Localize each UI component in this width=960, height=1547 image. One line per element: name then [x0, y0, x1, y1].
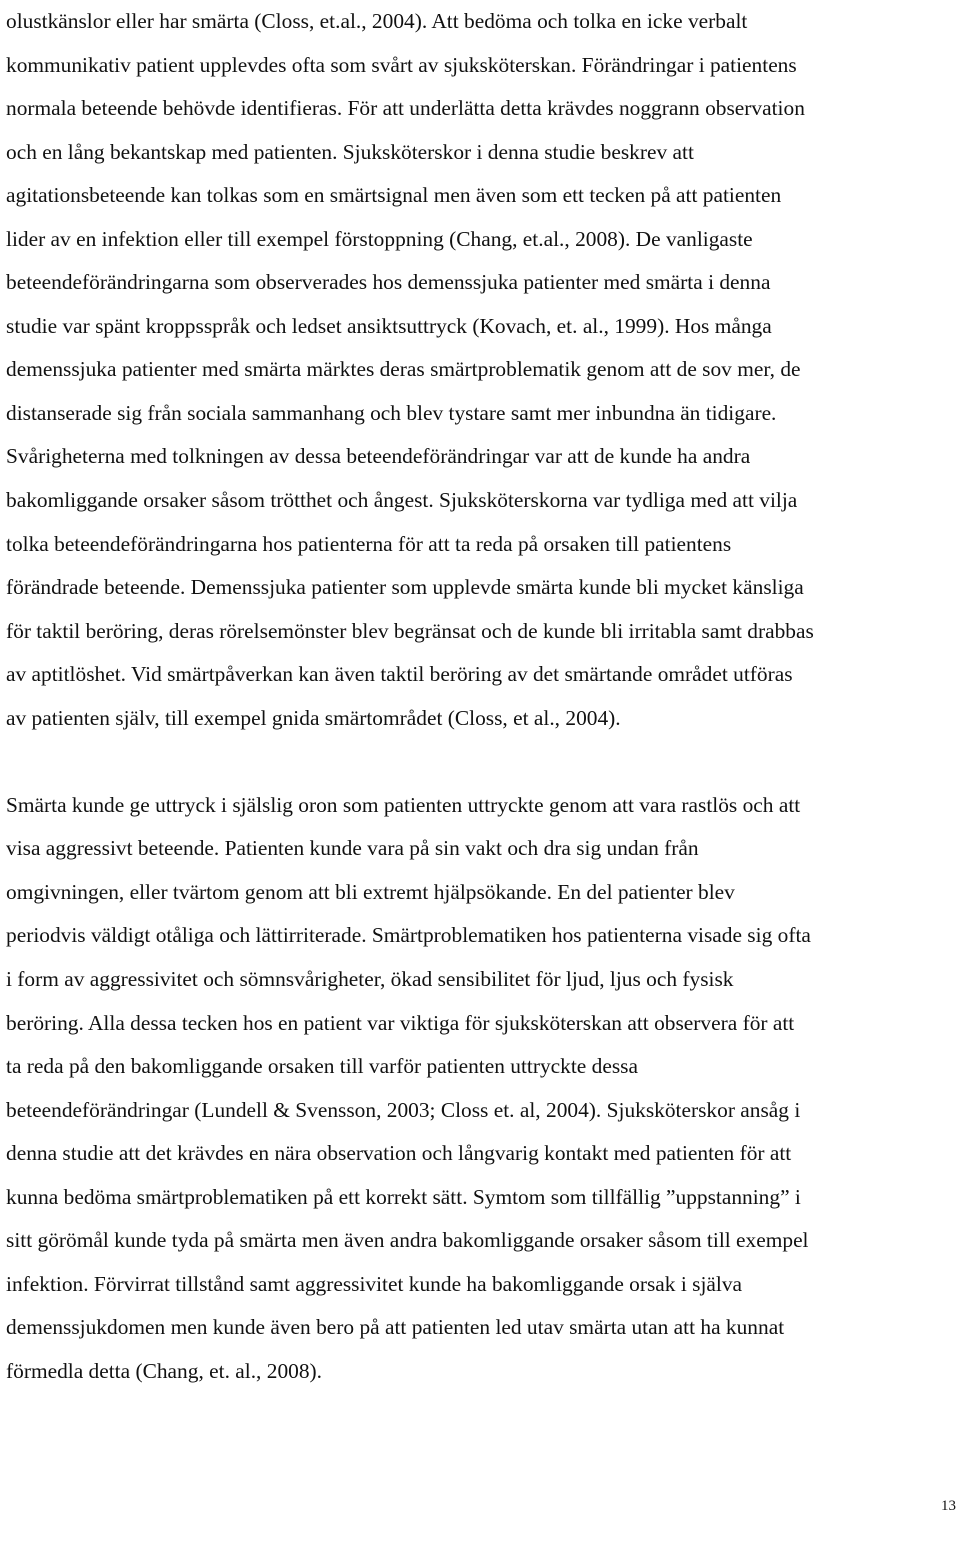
text-line: bakomliggande orsaker såsom trötthet och ångest. Sjuksköterskorna var tydliga med att vilja	[6, 488, 798, 513]
text-line: förmedla detta (Chang, et. al., 2008).	[6, 1358, 323, 1383]
text-line: kunna bedöma smärtproblematiken på ett korrekt sätt. Symtom som tillfällig ”uppstanning” i	[6, 1184, 801, 1209]
text-line: visa aggressivt beteende. Patienten kunde vara på sin vakt och dra sig undan från	[6, 836, 699, 861]
page-number: 13	[941, 1498, 956, 1514]
text-line: och en lång bekantskap med patienten. Sjuksköterskor i denna studie beskrev att	[6, 139, 694, 164]
text-line: för taktil beröring, deras rörelsemönster blev begränsat och de kunde bli irritabla samt drabbas	[6, 618, 814, 643]
text-line: omgivningen, eller tvärtom genom att bli extremt hjälpsökande. En del patienter blev	[6, 879, 735, 904]
text-line: demenssjuka patienter med smärta märktes deras smärtproblematik genom att de sov mer, de	[6, 357, 801, 382]
text-line: tolka beteendeförändringarna hos patienterna för att ta reda på orsaken till patientens	[6, 531, 732, 556]
text-line: demenssjukdomen men kunde även bero på att patienten led utav smärta utan att ha kunnat	[6, 1315, 785, 1340]
text-line: Smärta kunde ge uttryck i själslig oron som patienten uttryckte genom att vara rastlös och att	[6, 792, 801, 817]
text-line: förändrade beteende. Demenssjuka patienter som upplevde smärta kunde bli mycket känsliga	[6, 575, 804, 600]
text-line: distanserade sig från sociala sammanhang och blev tystare samt mer inbundna än tidigare.	[6, 400, 777, 425]
text-line: infektion. Förvirrat tillstånd samt aggressivitet kunde ha bakomliggande orsak i själva	[6, 1271, 743, 1296]
text-line: lider av en infektion eller till exempel förstoppning (Chang, et.al., 2008). De vanligaste	[6, 226, 753, 251]
text-line: kommunikativ patient upplevdes ofta som svårt av sjuksköterskan. Förändringar i patientens	[6, 52, 797, 77]
text-line: agitationsbeteende kan tolkas som en smärtsignal men även som ett tecken på att patienten	[6, 183, 782, 208]
text-line: olustkänslor eller har smärta (Closs, et.al., 2004). Att bedöma och tolka en icke verbalt	[6, 9, 748, 33]
text-line: beteendeförändringar (Lundell & Svensson, 2003; Closs et. al, 2004). Sjuksköterskor ansåg i	[6, 1097, 801, 1122]
text-line: beteendeförändringarna som observerades hos demenssjuka patienter med smärta i denna	[6, 270, 771, 295]
text-line: denna studie att det krävdes en nära observation och långvarig kontakt med patienten för att	[6, 1141, 792, 1166]
text-line: beröring. Alla dessa tecken hos en patient var viktiga för sjuksköterskan att observera för att	[6, 1010, 795, 1035]
text-line: periodvis väldigt otåliga och lättirriterade. Smärtproblematiken hos patienterna visade sig ofta	[6, 923, 811, 948]
text-line: normala beteende behövde identifieras. För att underlätta detta krävdes noggrann observation	[6, 96, 805, 121]
text-line: i form av aggressivitet och sömnsvårigheter, ökad sensibilitet för ljud, ljus och fysisk	[6, 966, 734, 991]
paragraph-1	[6, 0, 956, 740]
document-page	[6, 0, 956, 1393]
paragraph-2	[6, 784, 956, 1394]
text-line: Svårigheterna med tolkningen av dessa beteendeförändringar var att de kunde ha andra	[6, 444, 751, 469]
text-line: av aptitlöshet. Vid smärtpåverkan kan även taktil beröring av det smärtande området utföras	[6, 662, 793, 687]
text-line: ta reda på den bakomliggande orsaken till varför patienten uttryckte dessa	[6, 1054, 638, 1079]
text-line: sitt görömål kunde tyda på smärta men även andra bakomliggande orsaker såsom till exempel	[6, 1228, 809, 1253]
text-line: av patienten själv, till exempel gnida smärtområdet (Closs, et al., 2004).	[6, 705, 621, 730]
text-line: studie var spänt kroppsspråk och ledset ansiktsuttryck (Kovach, et. al., 1999). Hos många	[6, 313, 772, 338]
paragraph-gap	[6, 740, 956, 784]
